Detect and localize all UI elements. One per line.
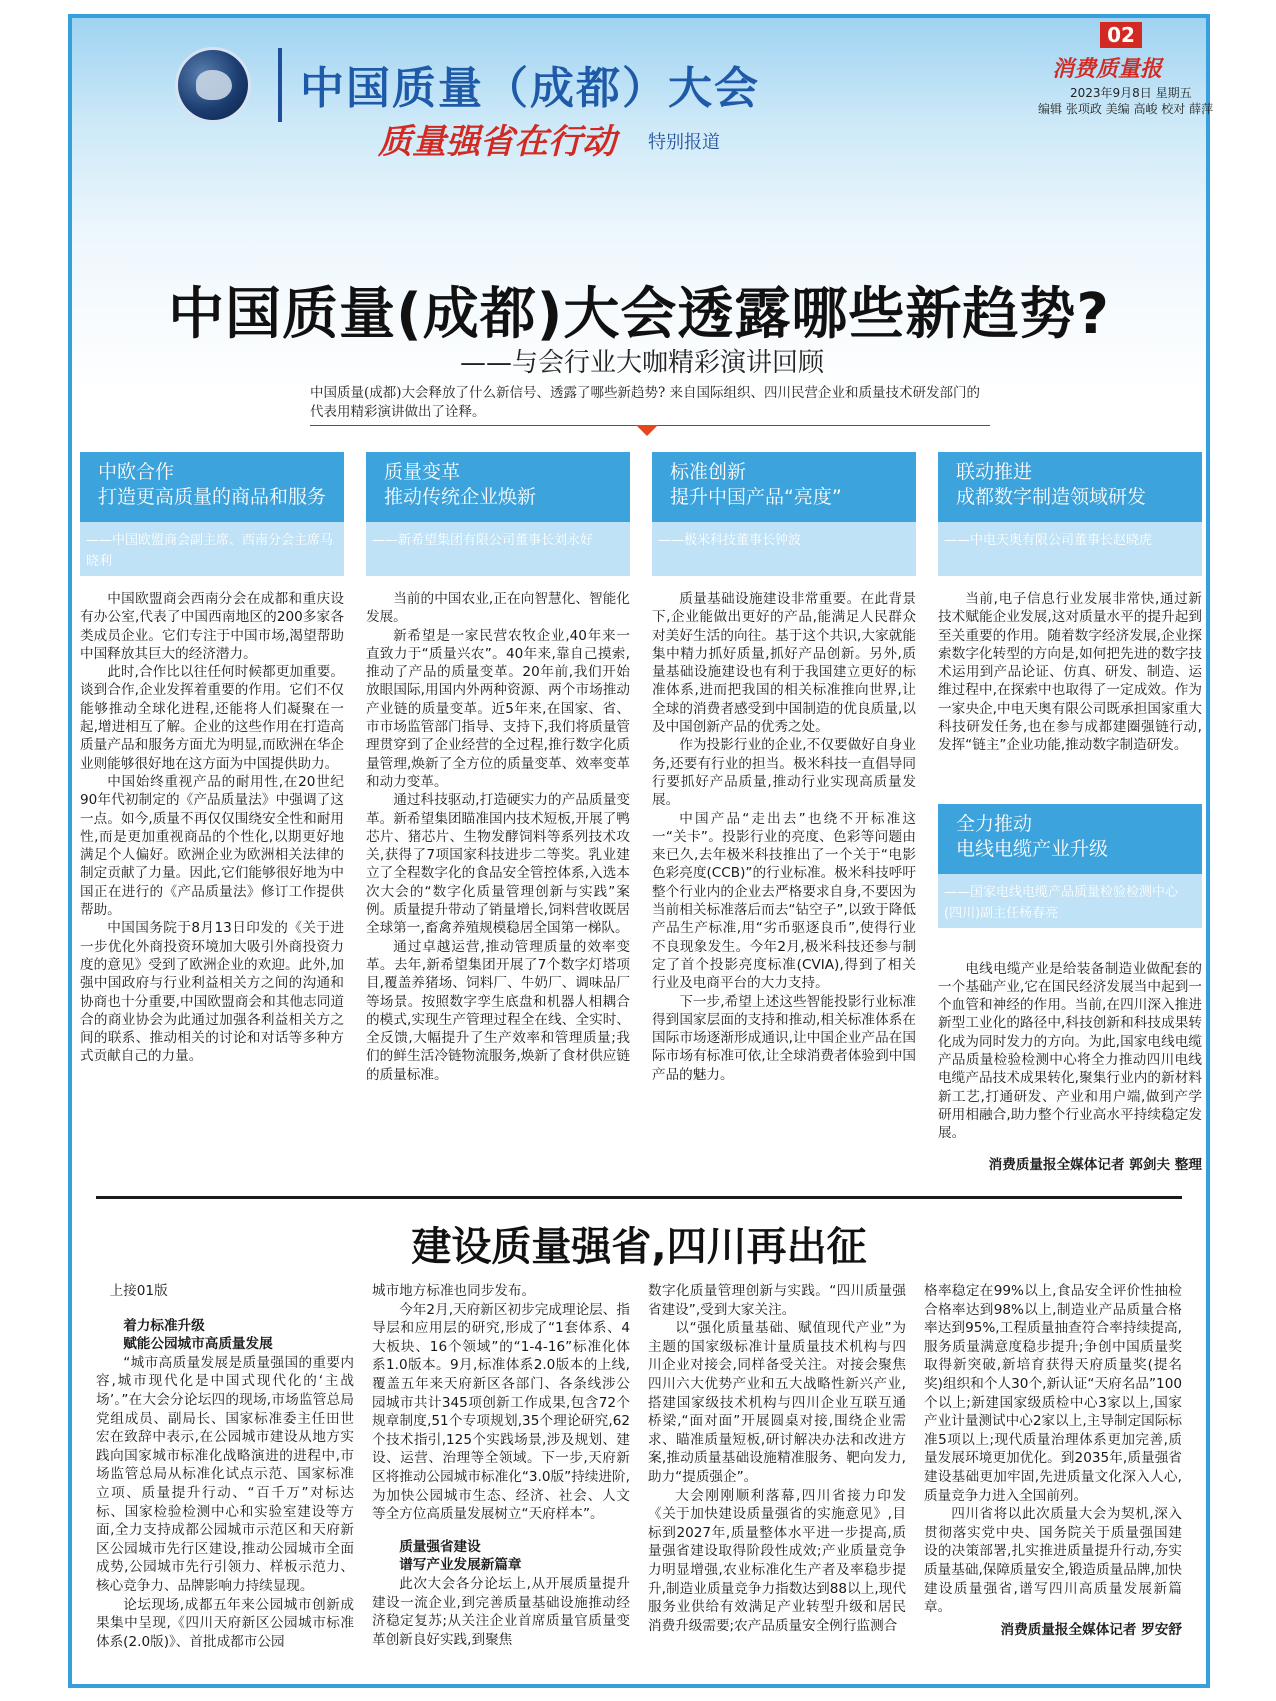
section-author: ——极米科技董事长钟波: [658, 533, 802, 548]
subheading: 质量强省建设: [399, 1538, 481, 1555]
section-title-line: 成都数字制造领域研发: [956, 486, 1147, 508]
paragraph: 电线电缆产业是给装备制造业做配套的一个基础产业,它在国民经济发展当中起到一个血管和神经的作用。当前,在四川深入推进新型工业化的路径中,科技创新和科技成果转化成为同时发力的方向。为此,国家电线电缆产品质量检验检测中心将全力推动四川电线电缆产品技术成果转化,聚集行业内的新材料新工艺,打通研发、产业和用户端,做到产学研用相融合,助力整个行业高水平持续稳定发展。: [938, 960, 1202, 1142]
bottom-column-4: [924, 1282, 1182, 1639]
section-header: [938, 452, 1202, 576]
section-title-line: 质量变革: [384, 461, 461, 483]
globe-logo-icon: [178, 50, 248, 120]
section-title-line: 打造更高质量的商品和服务: [98, 486, 327, 508]
page-number: 02: [1100, 22, 1142, 48]
bottom-column-3: [648, 1282, 906, 1635]
section-header: [80, 452, 344, 576]
section-title-line: 提升中国产品“亮度”: [670, 486, 842, 508]
subheading: 谱写产业发展新篇章: [399, 1557, 522, 1574]
paragraph: 质量基础设施建设非常重要。在此背景下,企业能做出更好的产品,能满足人民群众对美好生活的向往。基于这个共识,大家就能集中精力抓好质量,抓好产品创新。另外,质量基础设施建设也有利于我国建立更好的标准体系,进而把我国的相关标准推向世界,让全球的消费者感受到中国制造的优良质量,以及中国创新产品的优秀之处。: [652, 591, 916, 736]
section-title-line: 推动传统企业焕新: [384, 486, 537, 508]
article-subtitle: ——与会行业大咖精彩演讲回顾: [460, 348, 825, 378]
column-body: [938, 946, 1202, 1188]
bottom-column-1: [96, 1282, 354, 1651]
column-body: [652, 590, 916, 1084]
paragraph: 数字化质量管理创新与实践。“四川质量强省建设”,受到大家关注。: [648, 1283, 906, 1318]
paragraph: 当前的中国农业,正在向智慧化、智能化发展。: [366, 591, 630, 626]
section-author: ——中国欧盟商会副主席、西南分会主席马晓利: [86, 533, 334, 569]
paragraph: 此次大会各分论坛上,从开展质量提升建设一流企业,到完善质量基础设施推动经济稳定复苏;从关注企业首席质量官质量变革创新良好实践,到聚焦: [372, 1575, 630, 1648]
section-header: [938, 804, 1202, 928]
intro-triangle-icon: [636, 425, 658, 436]
paragraph: 论坛现场,成都五年来公园城市创新成果集中呈现,《四川天府新区公园城市标准体系(2.0版)》、首批成都市公园: [96, 1596, 354, 1650]
section-divider: [96, 1196, 1182, 1199]
section-author: ——国家电线电缆产品质量检验检测中心(四川)副主任杨春亮: [944, 885, 1179, 921]
section-header: [366, 452, 630, 576]
section-title-line: 电线电缆产业升级: [956, 838, 1109, 860]
section-title-line: 标准创新: [670, 461, 747, 483]
bottom-column-2: [372, 1282, 630, 1649]
column-body: [80, 590, 344, 1066]
section-title-line: 全力推动: [956, 813, 1033, 835]
article-title: 中国质量(成都)大会透露哪些新趋势?: [168, 282, 1110, 347]
section-author: ——中电天奥有限公司董事长赵晓虎: [944, 533, 1153, 548]
paragraph: 格率稳定在99%以上,食品安全评价性抽检合格率达到98%以上,制造业产品质量合格率达到95%,工程质量抽查符合率持续提高,服务质量满意度稳步提升;争创中国质量奖取得新突破,新培育获得天府质量奖(提名奖)组织和个人30个,新认证“天府名品”100个以上;新建国家级质检中心3家以上,国家产业计量测试中心2家以上,主导制定国际标准5项以上;现代质量治理体系更加完善,质量发展环境更加优化。到2035年,质量强省建设基础更加牢固,先进质量文化深入人心,质量竞争力进入全国前列。: [924, 1283, 1182, 1504]
paragraph: 中国国务院于8月13日印发的《关于进一步优化外商投资环境加大吸引外商投资力度的意见》受到了欧洲企业的欢迎。此外,加强中国政府与行业利益相关方之间的沟通和协商也十分重要,中国欧盟商会和其他志同道合的商业协会为此通过加强各利益相关方之间的联系、推动相关的讨论和对话等多种方式贡献自己的力量。: [80, 920, 344, 1065]
masthead-subtitle: 质量强省在行动: [378, 122, 616, 162]
paragraph: 中国产品“走出去”也绕不开标准这一“关卡”。投影行业的亮度、色彩等问题由来已久,去年极米科技推出了一个关于“电影色彩亮度(CCB)”的行业标准。极米科技呼吁整个行业内的企业去严格要求自身,不要因为当前相关标准落后而去“钻空子”,以致于降低产品生产标准,用“劣币驱逐良币”,使得行业不良现象发生。今年2月,极米科技还参与制定了首个投影亮度标准(CVIA),得到了相关行业及电商平台的大力支持。: [652, 810, 916, 992]
section2-title: 建设质量强省,四川再出征: [411, 1224, 867, 1270]
paragraph: “城市高质量发展是质量强国的重要内容,城市现代化是中国式现代化的‘主战场’。”在大会分论坛四的现场,市场监管总局党组成员、副局长、国家标准委主任田世宏在致辞中表示,在公园城市建设从地方实践向国家城市标准化战略演进的进程中,市场监管总局从标准化试点示范、国家标准立项、质量提升行动、“百千万”对标达标、国家检验检测中心和实验室建设等方面,全力支持成都公园城市示范区和天府新区公园城市先行区建设,推动公园城市全面成势,公园城市先行引领力、样板示范力、核心竞争力、品牌影响力持续显现。: [96, 1354, 354, 1594]
subheading: 着力标准升级: [123, 1317, 205, 1334]
editors-line: 编辑 张项政 美编 高峻 校对 薛萍: [1038, 102, 1214, 116]
subheading: 赋能公园城市高质量发展: [123, 1336, 273, 1353]
paragraph: 新希望是一家民营农牧企业,40年来一直致力于“质量兴农”。40年来,靠自己摸索,推动了产品的质量变革。20年前,我们开始放眼国际,用国内外两种资源、两个市场推动产业链的质量变革。近5年来,在国家、省、市市场监管部门指导、支持下,我们将质量管理贯穿到了企业经营的全过程,推行数字化质量管理,焕新了全方位的质量变革、效率变革和动力变革。: [366, 627, 630, 790]
publication-date: 2023年9月8日 星期五: [1070, 86, 1192, 100]
paragraph: 通过科技驱动,打造硬实力的产品质量变革。新希望集团瞄准国内技术短板,开展了鸭芯片、猪芯片、生物发酵饲料等系列技术攻关,获得了7项国家科技进步二等奖。乳业建立了全程数字化的食品安全管控体系,入选本次大会的“数字化质量管理创新与实践”案例。质量提升带动了销量增长,饲料营收既居全球第一,畜禽养殖规模稳居全国第一梯队。: [366, 792, 630, 937]
paragraph: 下一步,希望上述这些智能投影行业标准得到国家层面的支持和推动,相关标准体系在国际市场逐渐形成通识,让中国企业产品在国际市场有标准可依,让全球消费者体验到中国产品的魅力。: [652, 993, 916, 1083]
header-divider: [278, 48, 282, 122]
column-body: [366, 590, 630, 1084]
continued-from: 上接01版: [109, 1283, 168, 1299]
paragraph: 此时,合作比以往任何时候都更加重要。谈到合作,企业发挥着重要的作用。它们不仅能够推动全球化进程,还能将人们凝聚在一起,增进相互了解。企业的这些作用在打造高质量产品和服务方面尤为明显,而欧洲在华企业则能够很好地在这方面为中国提供助力。: [80, 664, 344, 772]
byline: 消费质量报全媒体记者 郭剑夫 整理: [988, 1157, 1202, 1174]
paragraph: 中国始终重视产品的耐用性,在20世纪90年代初制定的《产品质量法》中强调了这一点。如今,质量不再仅仅围绕安全性和耐用性,而是更加重视商品的个性化,以期更好地满足个人偏好。欧洲企业为欧洲相关法律的制定贡献了力量。因此,它们能够很好地为中国正在进行的《产品质量法》修订工作提供帮助。: [80, 773, 344, 919]
article-intro: 中国质量(成都)大会释放了什么新信号、透露了哪些新趋势? 来自国际组织、四川民营企业和质量技术研发部门的代表用精彩演讲做出了诠释。: [310, 385, 981, 420]
paragraph: 通过卓越运营,推动管理质量的效率变革。去年,新希望集团开展了7个数字灯塔项目,覆盖养猪场、饲料厂、牛奶厂、调味品厂等场景。按照数字孪生底盘和机器人相耦合的模式,实现生产管理过程全在线、全实时、全反馈,大幅提升了生产效率和管理质量;我们的鲜生活冷链物流服务,焕新了食材供应链的质量标准。: [366, 938, 630, 1083]
section-title-line: 联动推进: [956, 461, 1033, 483]
paragraph: 以“强化质量基础、赋值现代产业”为主题的国家级标准计量质量技术机构与四川企业对接会,同样备受关注。对接会聚焦四川六大优势产业和五大战略性新兴产业,搭建国家级技术机构与四川企业互联互通桥梁,“面对面”开展圆桌对接,围绕企业需求、瞄准质量短板,研讨解决办法和改进方案,推动质量基础设施精准服务、靶向发力,助力“提质强企”。: [648, 1320, 906, 1485]
paragraph: 作为投影行业的企业,不仅要做好自身业务,还要有行业的担当。极米科技一直倡导同行要抓好产品质量,推动行业实现高质量发展。: [652, 737, 916, 809]
section-header: [652, 452, 916, 576]
paragraph: 城市地方标准也同步发布。: [372, 1283, 536, 1299]
paragraph: 大会刚刚顺利落幕,四川省接力印发《关于加快建设质量强省的实施意见》,目标到2027年,质量整体水平进一步提高,质量强省建设取得阶段性成效;产业质量竞争力明显增强,农业标准化生产者及率稳步提升,制造业质量竞争力指数达到88以上,现代服务业供给有效满足产业转型升级和居民消费升级需要;农产品质量安全例行监测合: [648, 1487, 906, 1634]
column-body: [938, 590, 1202, 755]
byline: 消费质量报全媒体记者 罗安舒: [1000, 1621, 1182, 1638]
paragraph: 今年2月,天府新区初步完成理论层、指导层和应用层的研究,形成了“1套体系、4大板块、16个领域”的“1-4-16”标准化体系1.0版本。9月,标准体系2.0版本的上线,覆盖五年来天府新区各部门、各条线涉公园城市共计345项创新工作成果,包含72个规章制度,51个专项规划,35个理论研究,62个技术指引,125个实践场景,涉及规划、建设、运营、治理等全领域。下一步,天府新区将推动公园城市标准化“3.0版”持续进阶,为加快公园城市生态、经济、社会、人文等全方位高质量发展树立“天府样本”。: [372, 1301, 630, 1523]
paragraph: 当前,电子信息行业发展非常快,通过新技术赋能企业发展,这对质量水平的提升起到至关重要的作用。随着数字经济发展,企业探索数字化转型的方向是,如何把先进的数字技术运用到产品论证、仿真、研发、制造、运维过程中,在探索中也取得了一定成效。作为一家央企,中电天奥有限公司既承担国家重大科技研发任务,也在参与成都建圈强链行动,发挥“链主”企业功能,推动数字制造研发。: [938, 591, 1202, 754]
masthead-title: 中国质量（成都）大会: [300, 63, 760, 114]
paragraph: 中国欧盟商会西南分会在成都和重庆设有办公室,代表了中国西南地区的200多家各类成员企业。它们专注于中国市场,渴望帮助中国释放其巨大的经济潜力。: [80, 591, 344, 662]
paragraph: 四川省将以此次质量大会为契机,深入贯彻落实党中央、国务院关于质量强国建设的决策部署,扎实推进质量提升行动,夯实质量基础,保障质量安全,锻造质量品牌,加快建设质量强省,谱写四川高质量发展新篇章。: [924, 1506, 1182, 1616]
section-author: ——新希望集团有限公司董事长刘永好: [372, 533, 594, 548]
masthead-special-report: 特别报道: [648, 132, 720, 153]
section-title-line: 中欧合作: [98, 461, 175, 483]
paper-name: 消费质量报: [1052, 57, 1163, 82]
